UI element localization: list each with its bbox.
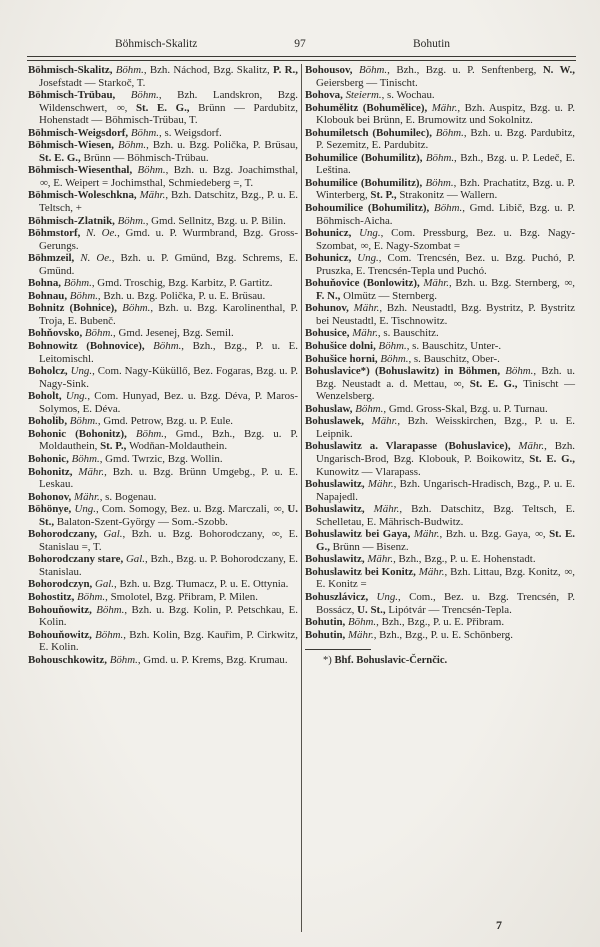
entry-region-label: Böhm.: [135, 427, 165, 440]
entry-text: , E. Nagy-Szombat =: [368, 239, 461, 252]
entry-bold-text: Bohova,: [305, 89, 346, 102]
entry-text: , Bzh., Bzg., P. u. E. Hohenstadt.: [393, 553, 536, 566]
entry-text: , Bzh. u. Bzg. Gaya,: [439, 528, 535, 541]
entry-text: , Bzh. u. P. Gmünd, Bzg. Schrems, E. Gmünd.: [39, 252, 298, 277]
entry-text: , Bzh. Weisskirchen, Bzg., P. u. E. Leipnik.: [316, 415, 575, 440]
entry-text: , Gmd. Troschig, Bzg. Karbitz, P. Gartitz.: [91, 277, 273, 290]
entry-bold-text: Böhönye,: [28, 503, 75, 516]
entry-region-label: Gal.: [94, 578, 115, 591]
entry-bold-text: Böhmstorf,: [28, 227, 86, 240]
entry-text: ,: [281, 503, 288, 516]
gazetteer-entry: [28, 654, 298, 667]
left-column: [28, 64, 298, 932]
entry-text: , Bzh. u. Bzg. Kolin, P. Petschkau, E. Kolin.: [39, 603, 298, 629]
entry-text: , Com., Bez. u. Bzg. Trencsén, P. Bossácz,: [316, 590, 575, 616]
entry-region-label: Böhm.: [137, 164, 166, 177]
entry-text: Olmütz — Sternberg.: [343, 289, 438, 302]
entry-region-label: Mähr.: [347, 628, 374, 641]
entry-text: , Bzh. u. Bzg. Polička, P. Brüsau,: [146, 139, 299, 152]
entry-text: , Bzh. Kolin, Bzg. Kauřim, P. Cirkwitz, E. Kolin.: [39, 628, 298, 654]
entry-region-label: Böhm.: [95, 628, 124, 641]
entry-text: Josefstadt — Starkoč, T.: [39, 76, 146, 89]
entry-text: Kunowitz — Vlarapass.: [316, 465, 421, 478]
gazetteer-entry: [28, 302, 298, 327]
entry-bold-text: Bohumělitz (Bohumělice),: [305, 101, 432, 114]
gazetteer-entry: [305, 202, 575, 227]
entry-text: , E. Weipert = Jochimsthal, Schmiedeberg =, T.: [47, 176, 254, 189]
entry-region-label: Böhm.: [347, 616, 377, 629]
entry-region-label: Böhm.: [505, 365, 534, 378]
entry-region-label: Böhm.: [109, 653, 138, 666]
entry-bold-text: U. St.,: [357, 603, 389, 616]
entry-region-label: Mähr.: [74, 490, 100, 503]
entry-region-label: Böhm.: [71, 452, 100, 465]
entry-region-label: Böhm.: [153, 340, 182, 353]
entry-text: , Com. Pressburg, Bez. u. Bzg. Nagy-Szombat,: [316, 227, 575, 252]
entry-bold-text: Bohušice horni,: [305, 352, 381, 365]
entry-bold-text: Bohušice dolni,: [305, 340, 379, 353]
entry-bold-text: Böhmisch-Wiesenthal,: [28, 164, 138, 177]
entry-text: Brünn — Bisenz.: [332, 540, 409, 553]
entry-text: Brünn — Böhmisch-Trübau.: [83, 151, 209, 164]
gazetteer-entry: [28, 327, 298, 340]
entry-region-label: Böhm.: [122, 302, 151, 315]
entry-bold-text: Bohumiletsch (Bohumilec),: [305, 126, 436, 139]
gazetteer-entry: [28, 604, 298, 629]
entry-text: , s. Weigsdorf.: [159, 126, 222, 139]
entry-region-label: Böhm.: [77, 590, 106, 603]
gazetteer-entry: [28, 277, 298, 290]
entry-bold-text: Bohusice,: [305, 327, 353, 340]
entry-region-label: Mähr.: [413, 528, 440, 541]
entry-region-label: Böhm.: [115, 64, 144, 76]
entry-bold-text: F. N.,: [316, 289, 344, 302]
entry-text: Wodňan-Moldauthein.: [129, 440, 228, 453]
entry-text: , s. Wochau.: [381, 89, 435, 102]
entry-region-label: Mähr.: [418, 565, 445, 578]
gazetteer-entry: [305, 503, 575, 528]
entry-region-label: Mähr.: [352, 327, 378, 340]
entry-text: , Com. Nagy-Küküllő, Bez. Fogaras, Bzg. u. P. Nagy-Sink.: [39, 365, 298, 390]
gazetteer-entry: [28, 491, 298, 504]
gazetteer-entry: [28, 340, 298, 365]
gazetteer-entry: [28, 428, 298, 453]
entry-text: , Bzh. Littau, Bzg. Konitz,: [444, 565, 564, 578]
entry-region-label: Böhm.: [359, 64, 388, 76]
column-divider: [301, 64, 302, 932]
footnote-marker: *): [323, 655, 332, 667]
gazetteer-entry: [305, 252, 575, 277]
entry-bold-text: Bohunicz,: [305, 252, 358, 265]
entry-text: , s. Bauschitz, Unter-.: [406, 340, 502, 353]
entry-region-label: Böhm.: [355, 402, 384, 415]
entry-text: , Bzh., Bzg., P. u. E. Schönberg.: [373, 628, 513, 641]
posthorn-icon: ∞: [453, 377, 461, 390]
entry-text: , Gmd., Bzh., Bzg. u. P. Moldauthein,: [39, 427, 298, 453]
posthorn-icon: ∞: [564, 565, 572, 578]
gazetteer-entry: [28, 528, 298, 553]
gazetteer-entry: [305, 127, 575, 152]
entry-text: , E. Stanislau =, T.: [39, 528, 299, 553]
entry-bold-text: Bohorodczany stare,: [28, 553, 126, 566]
entry-region-label: Mähr.: [431, 101, 458, 114]
entry-bold-text: Bohuslawitz,: [305, 553, 368, 566]
posthorn-icon: ∞: [564, 277, 572, 290]
entry-text: , Bzh., Bzg., P. u. E. Leitomischl.: [39, 340, 298, 365]
entry-region-label: Böhm.: [117, 214, 146, 227]
entry-text: , Gmd. u. P. Wurmbrand, Bzg. Gross-Gerungs.: [39, 227, 298, 252]
entry-bold-text: Bohňovsko,: [28, 327, 85, 340]
entry-text: , Bzh., Bzg. u. P. Senftenberg,: [387, 64, 543, 76]
gazetteer-entry: [305, 152, 575, 177]
entry-region-label: Böhm.: [130, 126, 160, 139]
gazetteer-entry: [305, 403, 575, 416]
gazetteer-entry: [28, 365, 298, 390]
entry-bold-text: Boholt,: [28, 390, 66, 403]
entry-text: Brünn — Pardubitz, Hohenstadt — Böhmisch-Trübau, T.: [39, 101, 299, 127]
entry-text: Geiersberg — Tinischt.: [316, 76, 418, 89]
entry-bold-text: St. E. G.,: [529, 452, 575, 465]
entry-text: , s. Bauschitz, Ober-.: [408, 352, 500, 365]
gazetteer-entry: [28, 290, 298, 303]
entry-region-label: Böhm.: [435, 126, 464, 139]
entry-bold-text: Bohumilice (Bohumilitz),: [305, 176, 426, 189]
posthorn-icon: ∞: [273, 503, 281, 516]
entry-bold-text: Bohorodczyn,: [28, 578, 95, 591]
entry-bold-text: Bohorodczany,: [28, 528, 104, 541]
gazetteer-entry: [28, 629, 298, 654]
posthorn-icon: ∞: [271, 528, 279, 541]
signature-page-number: 7: [496, 918, 502, 932]
entry-text: , Bzh. u. Bzg. Sternberg,: [449, 277, 564, 290]
entry-region-label: N. Oe.: [80, 252, 112, 265]
entry-bold-text: Boholcz,: [28, 365, 71, 378]
gazetteer-entry: [28, 503, 298, 528]
posthorn-icon: ∞: [116, 101, 124, 114]
entry-bold-text: Böhmisch-Skalitz,: [28, 64, 116, 76]
entry-text: , Gmd. Twrzic, Bzg. Wollin.: [99, 452, 223, 465]
gazetteer-entry: [28, 453, 298, 466]
posthorn-icon: ∞: [535, 528, 542, 541]
entry-text: , Bzh. Náchod, Bzg. Skalitz,: [143, 64, 274, 76]
entry-text: , Bzh. Neustadtl, Bzg. Bystritz, P. Bystritz bei Neustadtl, E. Tischnowitz.: [316, 302, 575, 327]
footnote-rule: [305, 649, 371, 650]
gazetteer-entry: [305, 353, 575, 366]
entry-region-label: Böhm.: [96, 603, 125, 616]
entry-bold-text: Bohonitz,: [28, 465, 79, 478]
entry-region-label: Böhm.: [69, 289, 98, 302]
entry-text: , Gmd. Petrow, Bzg. u. P. Eule.: [97, 415, 234, 428]
entry-region-label: Mähr.: [371, 415, 398, 428]
entry-bold-text: Böhmisch-Zlatnik,: [28, 214, 118, 227]
entry-text: , Gmd. Libič, Bzg. u. P. Böhmisch-Aicha.: [316, 202, 575, 227]
entry-region-label: Mähr.: [367, 553, 394, 566]
entry-bold-text: Bohostitz,: [28, 590, 78, 603]
entry-region-label: Mähr.: [518, 440, 545, 453]
entry-bold-text: St. E. G.,: [469, 377, 524, 390]
entry-region-label: Gal.: [125, 553, 145, 566]
posthorn-icon: ∞: [360, 239, 368, 252]
entry-text: , s. Bauschitz.: [377, 327, 439, 340]
gazetteer-entry: [28, 215, 298, 228]
entry-bold-text: Bohnau,: [28, 289, 70, 302]
entry-text: , Bzh. Landskron, Bzg. Wildenschwert,: [39, 89, 298, 114]
entry-region-label: Ung.: [70, 365, 93, 378]
entry-bold-text: Bohunov,: [305, 302, 354, 315]
entry-text: ,: [572, 277, 575, 290]
entry-bold-text: N. W.,: [542, 64, 576, 76]
entry-region-label: Ung.: [74, 503, 96, 516]
gazetteer-entry: [28, 189, 298, 214]
entry-bold-text: Bohoumilice (Bohumilitz),: [305, 202, 435, 215]
entry-bold-text: Bohnitz (Bohnice),: [28, 302, 123, 315]
entry-bold-text: Bohuslawitz,: [305, 478, 368, 491]
gazetteer-entry: [28, 127, 298, 140]
entry-region-label: Böhm.: [434, 202, 463, 215]
gazetteer-entry: [28, 415, 298, 428]
entry-region-label: Böhm.: [69, 415, 98, 428]
entry-bold-text: Bohuslavice*) (Bohuslawitz) in Böhmen,: [305, 365, 506, 378]
entry-region-label: Mähr.: [367, 478, 394, 491]
entry-text: , Com. Hunyad, Bez. u. Bzg. Déva, P. Maros-Solymos, E. Déva.: [39, 390, 298, 415]
entry-region-label: Gal.: [103, 528, 123, 541]
entry-bold-text: Bohutin,: [305, 628, 348, 641]
gazetteer-entry: [305, 415, 575, 440]
running-header: [0, 38, 600, 54]
entry-text: , Gmd. Jesenej, Bzg. Semil.: [113, 327, 234, 340]
entry-text: , Bzh. Auspitz, Bzg. u. P. Klobouk bei Brünn, E. Brumowitz und Sokolnitz.: [316, 101, 575, 127]
entry-text: , Bzh. Ungarisch-Hradisch, Bzg., P. u. E. Napajedl.: [316, 478, 575, 503]
entry-text: , Bzh. u. Bzg. Pardubitz, P. Sezemitz, E. Pardubitz.: [316, 126, 575, 152]
right-column: [305, 64, 575, 932]
entry-bold-text: Bohuslawek,: [305, 415, 372, 428]
entry-text: Lipótvár — Trencsén-Tepla.: [388, 603, 512, 616]
gazetteer-entry: [28, 89, 298, 127]
gazetteer-entry: [305, 478, 575, 503]
gazetteer-entry: [28, 139, 298, 164]
entry-text: , Bzh. Ungarisch-Brod, Bzg. Klobouk, P. Boikowitz,: [316, 440, 575, 465]
entry-bold-text: St. P.,: [370, 189, 400, 202]
entry-text: ,: [124, 101, 136, 114]
entry-region-label: Mähr.: [78, 465, 105, 478]
entry-bold-text: Bohna,: [28, 277, 64, 290]
entry-region-label: Mähr.: [373, 503, 400, 516]
footnote-text: Bhf. Bohuslavic-Černčic.: [334, 655, 448, 667]
entry-text: , Bzh. u. Bzg. Karolinenthal, P. Troja, E. Bubenč.: [39, 302, 298, 327]
entry-bold-text: Bohouschkowitz,: [28, 653, 110, 666]
gazetteer-entry: [28, 390, 298, 415]
entry-region-label: Ung.: [357, 252, 379, 265]
entry-bold-text: Bohouňowitz,: [28, 603, 97, 616]
entry-bold-text: St. E. G.,: [316, 528, 575, 553]
gazetteer-entry: [305, 302, 575, 327]
entry-region-label: Böhm.: [425, 151, 455, 164]
entry-bold-text: Bohouňowitz,: [28, 628, 96, 641]
entry-region-label: Böhm.: [425, 176, 454, 189]
gazetteer-entry: [305, 365, 575, 403]
entry-region-label: Böhm.: [84, 327, 114, 340]
running-header-right: Bohutin: [413, 38, 451, 50]
gazetteer-entry: [305, 89, 575, 102]
entry-text: Strakonitz — Wallern.: [399, 189, 498, 202]
entry-text: ,: [542, 528, 550, 541]
entry-text: , Bzh., Bzg. u. P. Ledeč, E. Leština.: [316, 151, 576, 177]
entry-bold-text: Bohnowitz (Bohnovice),: [28, 340, 154, 353]
entry-bold-text: Boholib,: [28, 415, 70, 428]
entry-text: , Bzh. u. Bzg. Joachimsthal,: [165, 164, 298, 177]
entry-region-label: Mähr.: [139, 189, 166, 202]
gazetteer-entry: [305, 616, 575, 629]
entry-text: Tinischt — Wenzelsberg.: [316, 377, 575, 403]
entry-bold-text: Böhmisch-Trübau,: [28, 89, 131, 102]
entry-bold-text: Böhmisch-Wiesen,: [28, 139, 119, 152]
entry-text: , Smolotel, Bzg. Přibram, P. Milen.: [105, 590, 258, 603]
gazetteer-entry: [305, 528, 575, 553]
entry-region-label: Böhm.: [378, 340, 407, 353]
entry-region-label: Böhm.: [63, 277, 92, 290]
entry-region-label: Ung.: [376, 590, 399, 603]
entry-region-label: Ung.: [359, 227, 381, 240]
entry-text: , Bzh. u. Bzg. Tłumacz, P. u. E. Ottynia.: [114, 578, 289, 591]
entry-text: , Bzh., Bzg. u. P. Bohorodczany, E. Stanislau.: [39, 553, 298, 578]
entry-bold-text: Bohumilice (Bohumilitz),: [305, 151, 426, 164]
entry-bold-text: Bohutin,: [305, 616, 348, 629]
entry-region-label: Böhm.: [118, 139, 147, 152]
entry-bold-text: Bohuslawitz bei Konitz,: [305, 565, 419, 578]
gazetteer-entry: [28, 466, 298, 491]
entry-bold-text: Bohuslaw,: [305, 402, 356, 415]
entry-bold-text: St. E. G.,: [39, 151, 84, 164]
entry-text: , Gmd. Sellnitz, Bzg. u. P. Bilin.: [145, 214, 286, 227]
gazetteer-entry: [305, 227, 575, 252]
page-number-top: 97: [294, 38, 306, 50]
entry-bold-text: Bohuslawitz a. Vlarapasse (Bohuslavice),: [305, 440, 519, 453]
entry-region-label: Steierm.: [345, 89, 382, 102]
footnote: [305, 655, 575, 668]
gazetteer-entry: [28, 252, 298, 277]
entry-bold-text: Bohonic,: [28, 452, 72, 465]
gazetteer-entry: [305, 102, 575, 127]
entry-region-label: Böhm.: [130, 89, 159, 102]
gazetteer-entry: [305, 64, 575, 89]
gazetteer-entry: [305, 553, 575, 566]
entry-text: , Com. Trencsén, Bez. u. Bzg. Puchó, P. Pruszka, E. Trencsén-Tepla und Puchó.: [316, 252, 575, 277]
entry-bold-text: Bohousov,: [305, 64, 359, 76]
entry-text: , Com. Somogy, Bez. u. Bzg. Marczali,: [95, 503, 273, 516]
entry-region-label: Ung.: [65, 390, 88, 403]
entry-text: ,: [461, 377, 470, 390]
entry-bold-text: P. R.,: [273, 64, 298, 76]
header-double-rule: [27, 56, 576, 61]
gazetteer-entry: [28, 578, 298, 591]
entry-region-label: Böhm.: [380, 352, 409, 365]
entry-text: , Gmd. Gross-Skal, Bzg. u. P. Turnau.: [383, 402, 548, 415]
entry-bold-text: Bohuňovice (Bonlowitz),: [305, 277, 424, 290]
entry-text: , Bzh. Prachatitz, Bzg. u. P. Winterberg,: [316, 176, 576, 202]
entry-text: , s. Bogenau.: [99, 490, 157, 503]
gazetteer-entry: [28, 553, 298, 578]
entry-text: , Gmd. u. P. Krems, Bzg. Krumau.: [137, 653, 288, 666]
gazetteer-entry: [305, 340, 575, 353]
entry-bold-text: Bohuslawitz bei Gaya,: [305, 528, 414, 541]
gazetteer-entry: [28, 64, 298, 89]
gazetteer-entry: [28, 164, 298, 189]
gazetteer-entry: [305, 327, 575, 340]
entry-bold-text: Bohonic (Bohonitz),: [28, 427, 136, 440]
entry-bold-text: Böhmzeil,: [28, 252, 81, 265]
running-header-left: Böhmisch-Skalitz: [115, 38, 198, 50]
text-columns: [28, 64, 576, 932]
entry-text: , Bzh. Datschitz, Bzg., P. u. E. Teltsch, +: [39, 189, 298, 215]
gazetteer-entry: [28, 227, 298, 252]
entry-bold-text: Bohuslawitz,: [305, 503, 374, 516]
gazetteer-entry: [305, 440, 575, 478]
entry-bold-text: Bohuszlávicz,: [305, 590, 377, 603]
gazetteer-entry: [305, 591, 575, 616]
entry-text: , E. Konitz =: [316, 565, 575, 591]
entry-text: , Bzh. Datschitz, Bzg. Teltsch, E. Schelletau, E. Mährisch-Budwitz.: [316, 503, 575, 528]
entry-region-label: N. Oe.: [86, 227, 118, 240]
entry-bold-text: Bohunicz,: [305, 227, 360, 240]
entry-bold-text: St. P.,: [100, 440, 130, 453]
entry-region-label: Mähr.: [353, 302, 380, 315]
entry-text: Balaton-Szent-György — Som.-Szobb.: [56, 515, 228, 528]
right-column-entries: [305, 64, 575, 641]
entry-bold-text: Böhmisch-Weigsdorf,: [28, 126, 131, 139]
entry-text: , Bzh. u. Bzg. Polička, P. u. E. Brüsau.: [97, 289, 266, 302]
entry-bold-text: U. St.,: [39, 503, 298, 528]
entry-text: , Bzh. u. Bzg. Brünn Umgebg., P. u. E. Leskau.: [39, 465, 299, 491]
entry-bold-text: St. E. G.,: [135, 101, 199, 114]
entry-text: , Bzh. u. Bzg. Neustadt a. d. Mettau,: [316, 365, 575, 390]
entry-text: , Bzh., Bzg., P. u. E. Přibram.: [376, 616, 505, 629]
entry-bold-text: Böhmisch-Woleschkna,: [28, 189, 140, 202]
gazetteer-entry: [305, 277, 575, 302]
gazetteer-entry: [305, 177, 575, 202]
entry-text: , Bzh. u. Bzg. Bohorodczany,: [122, 528, 271, 541]
posthorn-icon: ∞: [40, 176, 47, 189]
gazetteer-entry: [305, 629, 575, 642]
entry-bold-text: Bohonov,: [28, 490, 75, 503]
gazetteer-entry: [305, 566, 575, 591]
gazetteer-entry: [28, 591, 298, 604]
entry-region-label: Mähr.: [423, 277, 450, 290]
